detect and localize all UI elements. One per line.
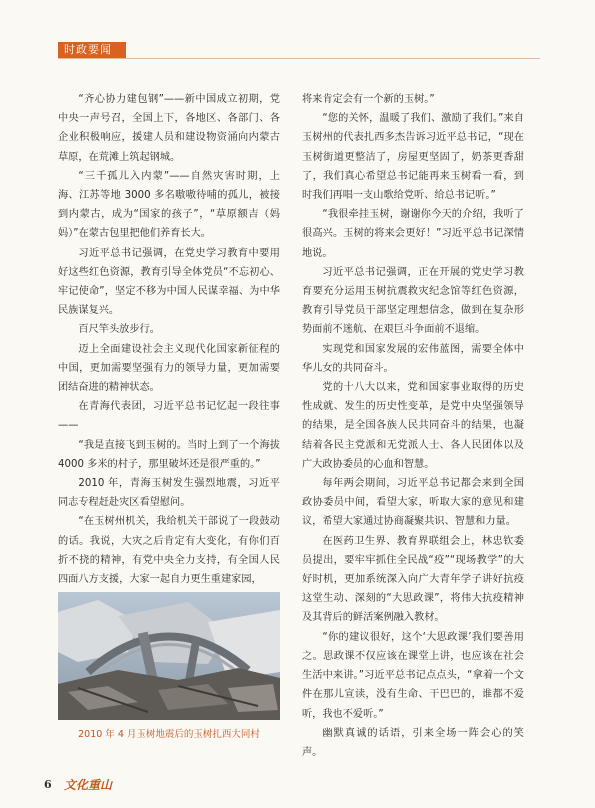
right-column (302, 90, 524, 762)
header-rule (58, 58, 540, 59)
paragraph: 实现党和国家发展的宏伟蓝图，需要全体中华儿女的共同奋斗。 (302, 343, 524, 374)
paragraph: 迈上全面建设社会主义现代化国家新征程的中国，更加需要坚强有力的领导力量，更加需要团结奋进的精神状态。 (58, 343, 280, 394)
paragraph: “三千孤儿入内蒙”——自然灾害时期，上海、江苏等地 3000 多名嗷嗷待哺的孤儿，被接到内蒙古，成为“国家的孩子”，“草原额吉（妈妈）”在蒙古包里把他们养育长大。 (58, 170, 280, 240)
magazine-logo: 文化重山 (64, 778, 113, 792)
earthquake-photo (58, 592, 280, 720)
paragraph: “您的关怀，温暖了我们、激励了我们。”来自玉树州的代表扎西多杰告诉习近平总书记，“现在玉树街道更整洁了，房屋更坚固了，奶茶更香甜了，我们真心希望总书记能再来玉树看一看，到时我们再唱一支山歌给党听、给总书记听。” (302, 113, 524, 202)
paragraph: 将来肯定会有一个新的玉树。” (302, 94, 435, 105)
paragraph: 习近平总书记强调，在党史学习教育中要用好这些红色资源，教育引导全体党员“不忘初心、牢记使命”，坚定不移为中国人民谋幸福、为中华民族谋复兴。 (58, 247, 280, 317)
paragraph: 在医药卫生界、教育界联组会上，林忠钦委员提出，要牢牢抓住全民战“疫”“现场教学”的大好时机，更加系统深入向广大青年学子讲好抗疫这堂生动、深刻的“大思政课”，将伟大抗疫精神及其背后的鲜活案例融入教材。 (302, 535, 524, 624)
paragraph: “我是直接飞到玉树的。当时上到了一个海拔 4000 多米的村子，那里破坏还是很严重的。” (58, 439, 280, 470)
paragraph: “我很牵挂玉树，谢谢你今天的介绍，我听了很高兴。玉树的将来会更好！”习近平总书记深情地说。 (302, 209, 524, 259)
paragraph: “齐心协力建包钢”——新中国成立初期，党中央一声号召，全国上下，各地区、各部门、各企业积极响应，援建人员和建设物资涌向内蒙古草原，在荒滩上筑起钢城。 (58, 94, 280, 163)
page-number: 6 (44, 778, 52, 791)
earthquake-ruins-image (58, 592, 280, 720)
paragraph: “你的建议很好，这个‘大思政课’我们要善用之。思政课不仅应该在课堂上讲，也应该在社会生活中来讲。”习近平总书记点点头，“拿着一个文件在那儿宣读，没有生命、干巴巴的，谁都不爱听，我也不爱听。” (302, 631, 524, 720)
paragraph: 习近平总书记强调，正在开展的党史学习教育要充分运用玉树抗震救灾纪念馆等红色资源，教育引导党员干部坚定理想信念，做到在复杂形势面前不迷航、在艰巨斗争面前不退缩。 (302, 266, 524, 336)
paragraph: “在玉树州机关，我给机关干部说了一段鼓动的话。我说，大灾之后肯定有大变化，有你们百折不挠的精神，有党中央全力支持，有全国人民四面八方支援，大家一起自力更生重建家园， (58, 516, 280, 586)
paragraph: 每年两会期间，习近平总书记都会来到全国政协委员中间，看望大家，听取大家的意见和建议，希望大家通过协商凝聚共识、智慧和力量。 (302, 478, 524, 528)
paragraph: 百尺竿头放步行。 (78, 324, 160, 336)
photo-caption: 2010 年 4 月玉树地震后的玉树扎西大同村 (78, 729, 260, 740)
left-column (58, 90, 280, 589)
paragraph: 2010 年，青海玉树发生强烈地震，习近平同志专程赶赴灾区看望慰问。 (58, 478, 280, 509)
paragraph: 党的十八大以来，党和国家事业取得的历史性成就、发生的历史性变革，是党中央坚强领导的结果，是全国各族人民共同奋斗的结果，也凝结着各民主党派和无党派人士、各人民团体以及广大政协委员的心血和智慧。 (302, 382, 524, 470)
paragraph: 幽默真诚的话语，引来全场一阵会心的笑声。 (302, 727, 524, 758)
paragraph: 在青海代表团，习近平总书记忆起一段往事—— (58, 401, 280, 432)
section-tag: 时政要闻 (58, 42, 126, 58)
